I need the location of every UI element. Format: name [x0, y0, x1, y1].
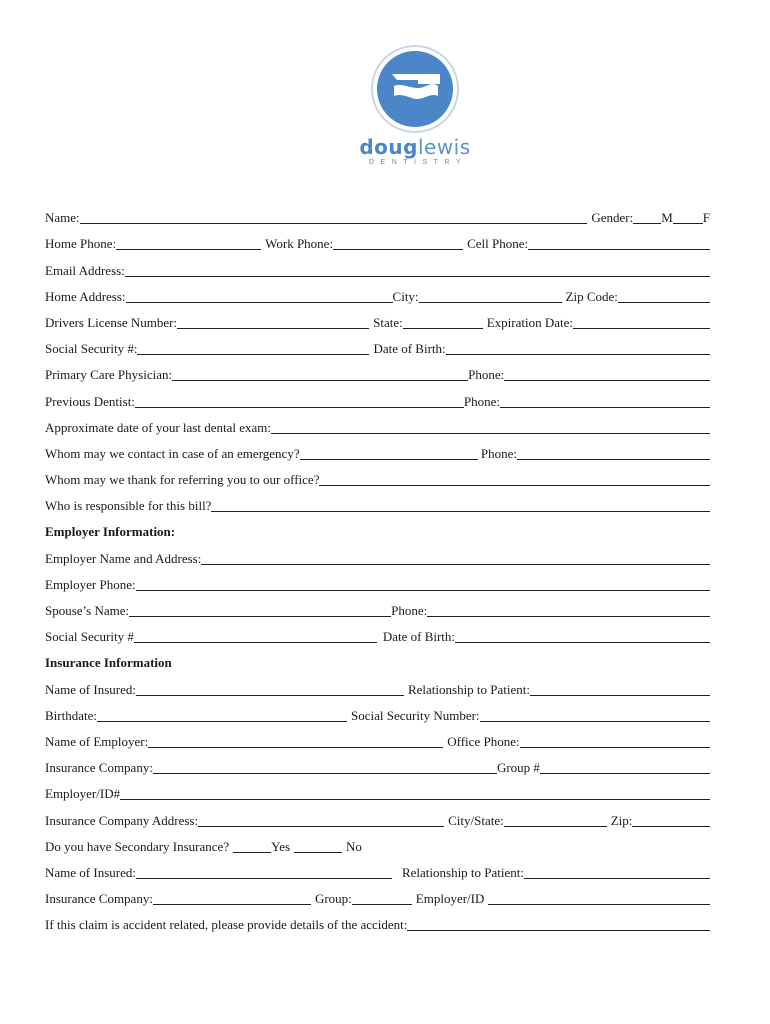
brand-subtitle: DENTISTRY — [368, 159, 468, 166]
ins-company-2-label: Insurance Company: — [45, 891, 153, 907]
row-birthdate — [45, 698, 710, 724]
spouse-phone-field[interactable] — [427, 604, 710, 617]
secondary-yes-field[interactable] — [233, 840, 271, 853]
work-phone-label: Work Phone: — [265, 236, 334, 252]
name-insured-field[interactable] — [136, 683, 404, 696]
expiration-field[interactable] — [573, 316, 710, 329]
emergency-phone-label: Phone: — [477, 445, 517, 461]
row-spouse — [45, 593, 710, 619]
physician-phone-label: Phone: — [468, 367, 505, 383]
employer-id-field[interactable] — [120, 787, 710, 800]
responsible-label: Who is responsible for this bill? — [45, 498, 212, 514]
spouse-dob-field[interactable] — [455, 630, 710, 643]
last-exam-label: Approximate date of your last dental exam: — [45, 419, 271, 435]
employer-id-2-field[interactable] — [488, 892, 710, 905]
group-field[interactable] — [352, 892, 412, 905]
row-responsible — [45, 488, 710, 514]
name-insured-2-field[interactable] — [136, 866, 392, 879]
row-ins-address — [45, 802, 710, 828]
ssn-label: Social Security #: — [45, 341, 138, 357]
secondary-no-field[interactable] — [294, 840, 342, 853]
zip2-label: Zip: — [610, 812, 633, 828]
home-phone-label: Home Phone: — [45, 236, 117, 252]
name-insured-2-label: Name of Insured: — [45, 864, 136, 880]
gender-m-field[interactable] — [633, 211, 661, 224]
ssn-long-label: Social Security Number: — [351, 707, 480, 723]
row-ssn — [45, 331, 710, 357]
row-employer-phone — [45, 567, 710, 593]
spouse-name-label: Spouse’s Name: — [45, 603, 130, 618]
employer-phone-label: Employer Phone: — [45, 576, 136, 592]
group-hash-field[interactable] — [540, 761, 710, 774]
name-employer-label: Name of Employer: — [45, 733, 149, 749]
physician-label: Primary Care Physician: — [45, 367, 173, 383]
zip2-field[interactable] — [632, 814, 710, 827]
ssn-field[interactable] — [137, 342, 369, 355]
employer-heading: Employer Information: — [45, 524, 176, 540]
zip-label: Zip Code: — [565, 288, 618, 304]
birthdate-label: Birthdate: — [45, 707, 97, 723]
emergency-phone-field[interactable] — [517, 447, 710, 460]
drivers-license-label: Drivers License Number: — [45, 314, 178, 330]
row-employer-id — [45, 776, 710, 802]
row-secondary — [45, 829, 710, 855]
cell-phone-label: Cell Phone: — [467, 236, 529, 252]
referral-field[interactable] — [319, 473, 710, 486]
referral-label: Whom may we thank for referring you to our office? — [45, 472, 320, 488]
home-phone-field[interactable] — [116, 237, 261, 250]
row-previous-dentist — [45, 383, 710, 409]
ins-address-field[interactable] — [198, 814, 444, 827]
employer-phone-field[interactable] — [136, 578, 710, 591]
home-address-field[interactable] — [126, 290, 393, 303]
row-name-employer — [45, 724, 710, 750]
row-referral — [45, 462, 710, 488]
city-field[interactable] — [419, 290, 562, 303]
accident-field[interactable] — [407, 918, 710, 931]
gender-f-field[interactable] — [673, 211, 703, 224]
state-label: State: — [373, 314, 403, 330]
row-ins-company — [45, 750, 710, 776]
emergency-label: Whom may we contact in case of an emergency? — [45, 445, 300, 461]
employer-name-field[interactable] — [201, 552, 710, 565]
office-phone-field[interactable] — [520, 735, 710, 748]
row-employer-name — [45, 540, 710, 566]
secondary-yes-label: Yes — [271, 838, 291, 854]
relationship-field[interactable] — [530, 683, 710, 696]
patient-form — [45, 200, 710, 933]
row-address — [45, 279, 710, 305]
cell-phone-field[interactable] — [528, 237, 710, 250]
email-label: Email Address: — [45, 262, 125, 278]
previous-dentist-field[interactable] — [135, 395, 464, 408]
previous-dentist-label: Previous Dentist: — [45, 393, 135, 409]
brand-name: douglewis — [359, 135, 471, 159]
relationship-2-label: Relationship to Patient: — [401, 864, 525, 880]
row-license — [45, 305, 710, 331]
spouse-name-field[interactable] — [129, 604, 391, 617]
group-hash-label: Group # — [496, 760, 540, 776]
relationship-2-field[interactable] — [524, 866, 710, 879]
city-state-field[interactable] — [504, 814, 607, 827]
dentist-phone-field[interactable] — [500, 395, 710, 408]
office-phone-label: Office Phone: — [447, 733, 520, 749]
zip-field[interactable] — [618, 290, 710, 303]
expiration-label: Expiration Date: — [486, 314, 574, 330]
name-insured-label: Name of Insured: — [45, 681, 136, 697]
accident-label: If this claim is accident related, please provide details of the accident: — [45, 917, 408, 933]
row-name — [45, 200, 710, 226]
employer-name-label: Employer Name and Address: — [45, 550, 202, 566]
physician-phone-field[interactable] — [504, 368, 710, 381]
dob-field[interactable] — [446, 342, 710, 355]
ssn-long-field[interactable] — [480, 709, 710, 722]
ins-company-label: Insurance Company: — [45, 760, 153, 776]
employer-id-2-label: Employer/ID — [415, 891, 485, 907]
spouse-phone-label: Phone: — [391, 603, 428, 618]
email-field[interactable] — [125, 264, 710, 277]
dob-label: Date of Birth: — [373, 341, 446, 357]
row-accident — [45, 907, 710, 933]
birthdate-field[interactable] — [97, 709, 347, 722]
emergency-field[interactable] — [300, 447, 478, 460]
responsible-field[interactable] — [211, 499, 710, 512]
dentist-phone-label: Phone: — [463, 393, 501, 409]
city-label: City: — [392, 288, 419, 304]
drivers-license-field[interactable] — [177, 316, 369, 329]
name-label: Name: — [45, 210, 80, 226]
gender-m-label: M — [661, 210, 673, 226]
last-exam-field[interactable] — [271, 421, 710, 434]
row-email — [45, 252, 710, 278]
city-state-label: City/State: — [448, 812, 504, 828]
state-field[interactable] — [403, 316, 483, 329]
spouse-ssn-field[interactable] — [134, 630, 377, 643]
row-emergency — [45, 436, 710, 462]
row-ins-company-2 — [45, 881, 710, 907]
practice-logo — [340, 44, 490, 174]
row-name-insured — [45, 671, 710, 697]
employer-id-label: Employer/ID# — [45, 786, 121, 802]
ins-company-field[interactable] — [153, 761, 497, 774]
home-address-label: Home Address: — [45, 288, 126, 304]
row-phones — [45, 226, 710, 252]
spouse-ssn-label: Social Security # — [45, 629, 134, 645]
row-last-exam — [45, 410, 710, 436]
name-employer-field[interactable] — [148, 735, 443, 748]
gender-label: Gender: — [591, 210, 634, 226]
spouse-dob-label: Date of Birth: — [382, 629, 456, 645]
row-physician — [45, 357, 710, 383]
name-field[interactable] — [80, 211, 588, 224]
row-name-insured-2 — [45, 855, 710, 881]
ins-address-label: Insurance Company Address: — [45, 812, 199, 828]
group-label: Group: — [314, 891, 352, 907]
secondary-question: Do you have Secondary Insurance? — [45, 838, 230, 854]
relationship-label: Relationship to Patient: — [407, 681, 531, 697]
work-phone-field[interactable] — [333, 237, 463, 250]
insurance-heading: Insurance Information — [45, 655, 172, 671]
gender-f-label: F — [702, 210, 710, 226]
physician-field[interactable] — [172, 368, 468, 381]
secondary-no-label: No — [346, 838, 362, 854]
row-spouse-ssn — [45, 619, 710, 645]
ins-company-2-field[interactable] — [153, 892, 311, 905]
tooth-g-logo-icon — [370, 44, 460, 134]
